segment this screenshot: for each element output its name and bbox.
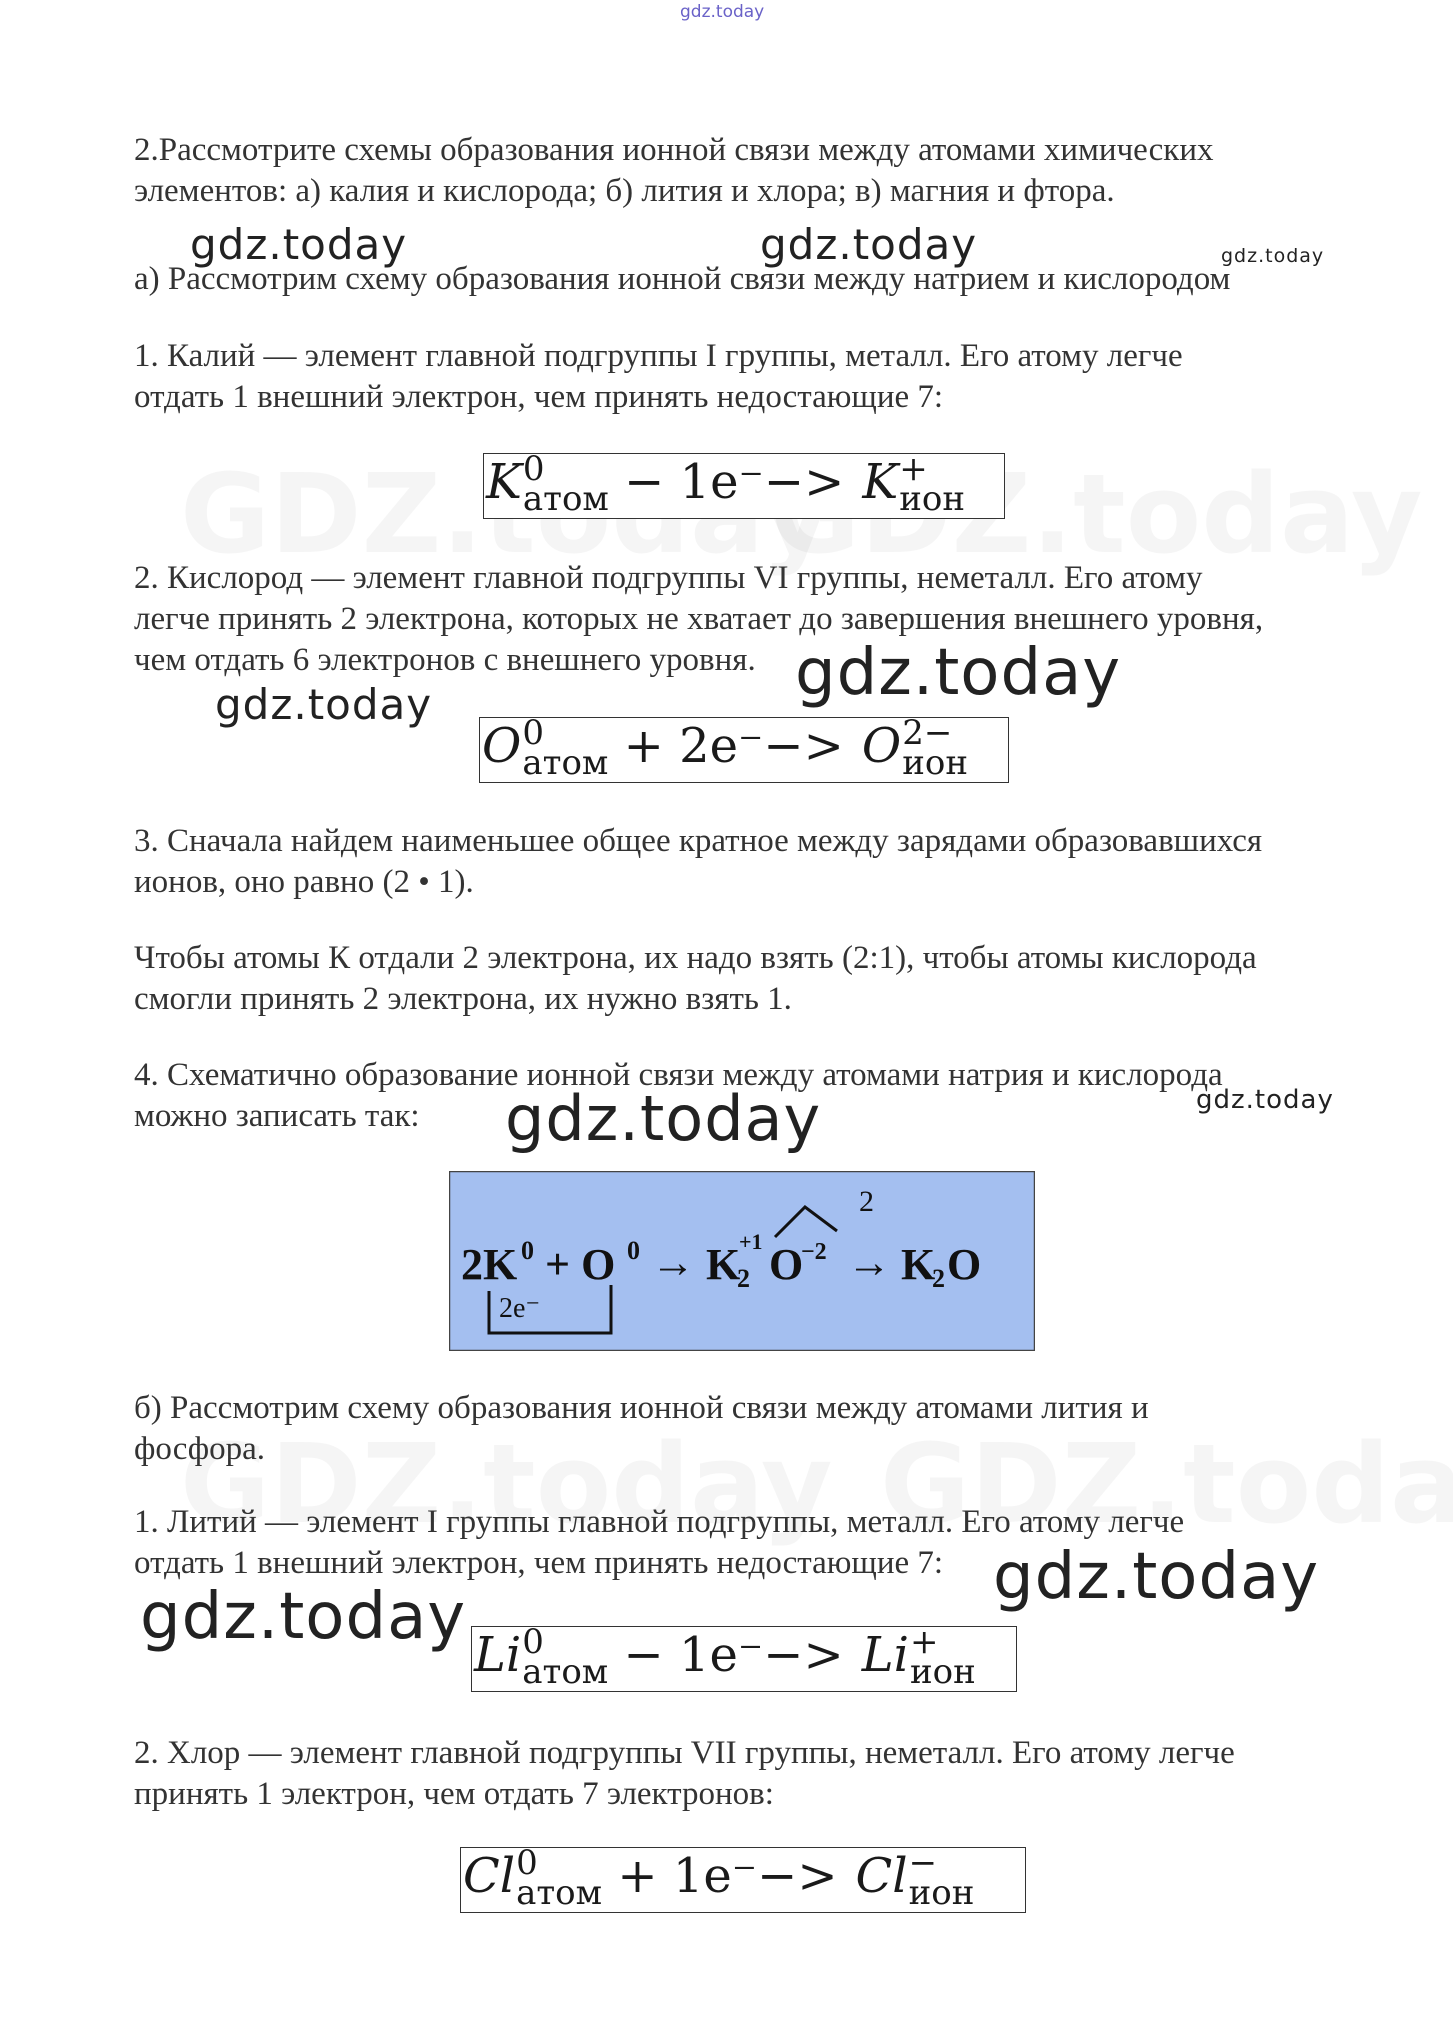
- scheme-o2-charge: −2: [801, 1239, 827, 1265]
- formula-chlorine: Cl 0 атом + 1e⁻−> Cl − ион: [460, 1847, 1026, 1913]
- reaction-scheme-image: [449, 1171, 1035, 1351]
- scheme-electrons: 2e⁻: [499, 1293, 541, 1324]
- watermark: gdz.today: [795, 636, 1122, 710]
- part-a-step-1: 1. Калий — элемент главной подгруппы I группы, металл. Его атому легче отдать 1 внешний электрон, чем принять недостающие 7:: [134, 338, 1183, 415]
- scheme-k2-index: 2: [737, 1264, 750, 1293]
- watermark: gdz.today: [190, 220, 408, 269]
- scheme-2k: 2K: [461, 1240, 518, 1289]
- scheme-o2: O: [769, 1240, 804, 1289]
- scheme-plus-o: + O: [545, 1240, 616, 1289]
- scheme-arrow-2: →: [847, 1238, 891, 1287]
- part-a-step-3: 3. Сначала найдем наименьшее общее кратное между зарядами образовавшихся ионов, оно равно (2 • 1).: [134, 823, 1263, 900]
- formula-oxygen: O 0 атом + 2e⁻−> O 2− ион: [479, 717, 1009, 783]
- part-b-step-2: 2. Хлор — элемент главной подгруппы VII группы, неметалл. Его атому легче принять 1 электрон, чем отдать 7 электронов:: [134, 1735, 1235, 1812]
- watermark: gdz.today: [1196, 1085, 1334, 1115]
- top-watermark: gdz.today: [680, 2, 765, 22]
- watermark: gdz.today: [215, 680, 433, 729]
- part-b-step-1: 1. Литий — элемент I группы главной подгруппы, металл. Его атому легче отдать 1 внешний электрон, чем принять недостающие 7:: [134, 1504, 1185, 1581]
- scheme-product-o: O: [947, 1240, 982, 1289]
- scheme-product-index: 2: [932, 1264, 945, 1293]
- watermark: gdz.today: [140, 1580, 467, 1654]
- part-b-heading: б) Рассмотрим схему образования ионной связи между атомами лития и фосфора.: [134, 1390, 1149, 1467]
- scheme-k-charge: 0: [521, 1236, 534, 1265]
- task-statement: 2.Рассмотрите схемы образования ионной связи между атомами химических элементов: а) калия и кислорода; б) лития и хлора; в) магния и фтора.: [134, 132, 1214, 209]
- part-a-step-2: 2. Кислород — элемент главной подгруппы VI группы, неметалл. Его атому легче принять 2 электрона, которых не хватает до завершения внешнего уровня, чем отдать 6 электронов с внешнего уровня.: [134, 560, 1264, 678]
- scheme-o-charge: 0: [627, 1236, 640, 1265]
- watermark: gdz.today: [760, 220, 978, 269]
- formula-lithium: Li 0 атом − 1e⁻−> Li + ион: [471, 1626, 1017, 1692]
- part-a-step-4: 4. Схематично образование ионной связи между атомами натрия и кислорода можно записать так:: [134, 1057, 1223, 1134]
- watermark: gdz.today: [505, 1082, 822, 1155]
- watermark: gdz.today: [1221, 245, 1325, 267]
- scheme-bracket-number: 2: [859, 1185, 874, 1218]
- part-a-heading: а) Рассмотрим схему образования ионной связи между натрием и кислородом: [134, 261, 1231, 297]
- scheme-k2-charge: +1: [739, 1229, 763, 1254]
- watermark: gdz.today: [993, 1540, 1320, 1614]
- scheme-k2: K: [706, 1240, 741, 1289]
- scheme-product-k: K: [901, 1240, 936, 1289]
- part-a-note: Чтобы атомы К отдали 2 электрона, их надо взять (2:1), чтобы атомы кислорода смогли принять 2 электрона, их нужно взять 1.: [134, 940, 1257, 1017]
- formula-potassium: K 0 атом − 1e⁻−> K + ион: [483, 453, 1005, 519]
- scheme-arrow-1: →: [651, 1238, 695, 1287]
